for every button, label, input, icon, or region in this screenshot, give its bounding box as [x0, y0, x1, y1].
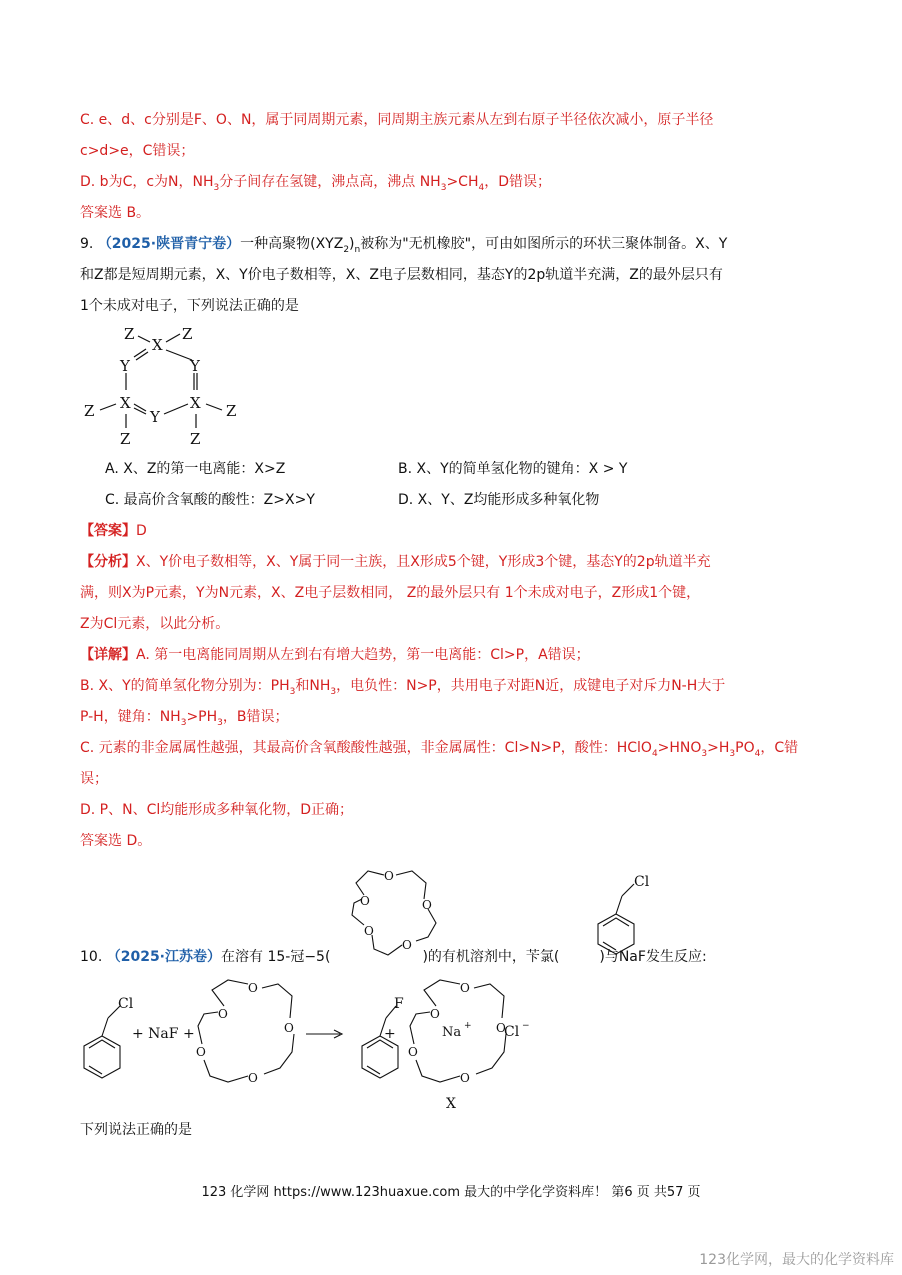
q9-stem-line2: 和Z都是短周期元素，X、Y价电子数相等，X、Z电子层数相同，基态Y的2p轨道半充满，Z的最外层只有 [80, 267, 723, 283]
ring-y-left: Y [120, 357, 130, 375]
eq-plus-2: + [384, 1026, 396, 1042]
ring-z-top-right: Z [182, 325, 193, 343]
q9-stem-line3: 1个未成对电子，下列说法正确的是 [80, 298, 299, 314]
eq-prod-o-3: O [496, 1021, 506, 1035]
q8-answer: 答案选 B。 [80, 205, 151, 221]
crown-o-3: O [422, 898, 432, 912]
crown-o-1: O [360, 894, 370, 908]
q10-stem: 10. （2025·江苏卷）在溶有 15-冠−5( )的有机溶剂中，苄氯( )与NaF发生反应: [80, 949, 707, 965]
eq-prod-o-4: O [460, 1071, 470, 1085]
q9-source: （2025·陕晋青宁卷） [97, 236, 241, 252]
q9-detail-line5: 误； [80, 771, 108, 787]
eq-f-label: F [394, 996, 404, 1012]
crown-o-2: O [384, 869, 394, 883]
eq-cl-label: Cl [118, 996, 134, 1012]
q8-option-c-line1: C. e、d、c分别是F、O、N，属于同周期元素，同周期主族元素从左到右原子半径依次减小，原子半径 [80, 112, 714, 128]
crown-o-5: O [364, 924, 374, 938]
ring-z-bottom-right: Z [190, 430, 201, 448]
q9-option-b: B. X、Y的简单氢化物的键角：X > Y [398, 461, 628, 477]
ring-z-left: Z [84, 402, 95, 420]
eq-cl-ion-label: Cl [504, 1024, 520, 1040]
q9-answer: 【答案】D [80, 523, 147, 539]
q10-reaction-equation [80, 978, 540, 1113]
eq-na-label: Na [442, 1025, 462, 1040]
ring-x-top: X [152, 336, 163, 354]
eq-crown-o-1: O [218, 1007, 228, 1021]
q9-detail-line3: P-H，键角：$NH_3>PH_3$，B错误； [80, 709, 289, 728]
eq-plus-naf: + NaF + [132, 1026, 195, 1042]
q9-answer-final: 答案选 D。 [80, 833, 152, 849]
q10-number: 10. [80, 949, 103, 965]
q9-analysis-line2: 满，则X为P元素，Y为N元素，X、Z电子层数相同， Z的最外层只有 1个未成对电子，Z形成1个键， [80, 585, 701, 601]
q9-analysis-line1: 【分析】X、Y价电子数相等，X、Y属于同一主族，且X形成5个键，Y形成3个键，基态Y的2p轨道半充 [80, 554, 711, 570]
eq-na-charge: + [464, 1021, 472, 1031]
ring-x-left: X [120, 394, 131, 412]
q10-source: （2025·江苏卷） [106, 949, 222, 965]
q9-detail-line2: B. X、Y的简单氢化物分别为：$PH_3$和$NH_3$，电负性：N>P，共用电子对距N近，成键电子对斥力N-H大于 [80, 678, 726, 697]
q10-next-line: 下列说法正确的是 [80, 1122, 192, 1138]
watermark: 123化学网，最大的化学资料库 [699, 1252, 894, 1268]
eq-product-x-label: X [446, 1096, 456, 1112]
eq-crown-o-4: O [248, 1071, 258, 1085]
eq-crown-o-3: O [284, 1021, 294, 1035]
page-footer: 123 化学网 https://www.123huaxue.com 最大的中学化学资料库！ 第6 页 共57 页 [201, 1185, 701, 1200]
ring-z-bottom-left: Z [120, 430, 131, 448]
eq-crown-o-2: O [248, 981, 258, 995]
q9-option-a: A. X、Z的第一电离能：X>Z [105, 461, 286, 477]
benzyl-cl-label: Cl [634, 874, 650, 890]
q9-detail-line6: D. P、N、Cl均能形成多种氧化物，D正确； [80, 802, 354, 818]
q8-option-c-line2: c>d>e，C错误； [80, 143, 195, 159]
q9-stem-line1: 9. （2025·陕晋青宁卷）一种高聚物$(XYZ_2)_n$被称为"无机橡胶"，可由如图所示的环状三聚体制备。X、Y [80, 236, 728, 255]
eq-prod-o-1: O [430, 1007, 440, 1021]
crown-o-4: O [402, 938, 412, 952]
q9-detail-line4: C. 元素的非金属属性越强，其最高价含氧酸酸性越强，非金属属性：Cl>N>P，酸性：$HClO_4>HNO_3>H_3PO_4$，C错 [80, 740, 799, 759]
q8-option-d-line: D. b为C，c为N，$NH_3$分子间存在氢键，沸点高，沸点 $NH_3>CH_4$，D错误； [80, 174, 551, 193]
q9-number: 9. [80, 236, 94, 252]
eq-cl-ion-charge: − [522, 1021, 530, 1031]
ring-y-bottom: Y [150, 408, 160, 426]
q9-option-d: D. X、Y、Z均能形成多种氧化物 [398, 492, 600, 508]
ring-z-top-left: Z [124, 325, 135, 343]
eq-crown-o-5: O [196, 1045, 206, 1059]
ring-z-right: Z [226, 402, 237, 420]
q9-ring-structure [80, 322, 250, 447]
q9-analysis-line3: Z为Cl元素，以此分析。 [80, 616, 230, 632]
eq-prod-o-5: O [408, 1045, 418, 1059]
ring-y-right: Y [190, 357, 200, 375]
q9-option-c: C. 最高价含氧酸的酸性：Z>X>Y [105, 492, 315, 508]
ring-x-right: X [190, 394, 201, 412]
eq-prod-o-2: O [460, 981, 470, 995]
q9-detail-line1: 【详解】A. 第一电离能同周期从左到右有增大趋势，第一电离能：Cl>P，A错误； [80, 647, 590, 663]
